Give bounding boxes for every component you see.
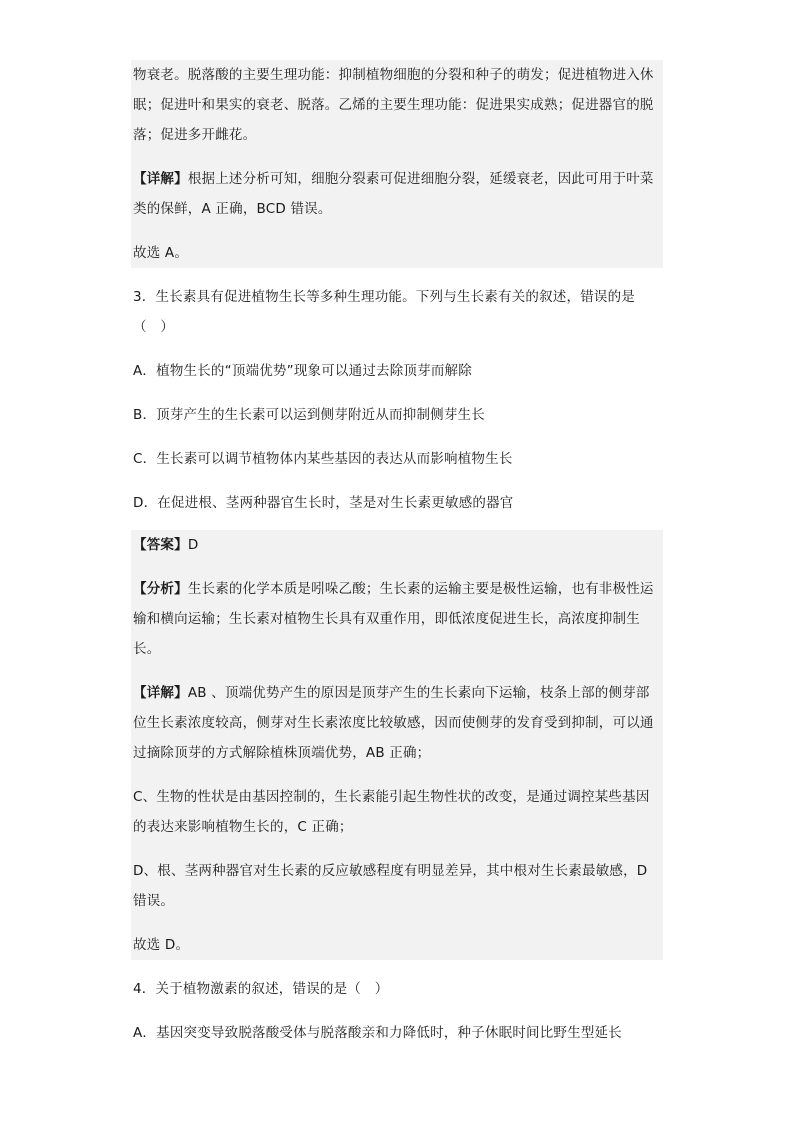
detail-tag: 【详解】: [133, 685, 188, 701]
prev-detail-text: 根据上述分析可知，细胞分裂素可促进细胞分裂，延缓衰老，因此可用于叶菜类的保鲜，A 正确，BCD 错误。: [133, 171, 654, 217]
detail-ab-text: AB 、顶端优势产生的原因是顶芽产生的生长素向下运输，枝条上部的侧芽部位生长素浓度较高，侧芽对生长素浓度比较敏感，因而使侧芽的发育受到抑制，可以通过摘除顶芽的方式解除植株顶端优势，AB 正确；: [133, 685, 654, 761]
question-3-option-c: C．生长素可以调节植物体内某些基因的表达从而影响植物生长: [133, 451, 513, 467]
analysis-tag: 【分析】: [133, 581, 188, 597]
prev-choose-paragraph: [131, 238, 663, 268]
document-page: [131, 60, 663, 1048]
question-4: [131, 974, 663, 1048]
question-4-option-a: A．基因突变导致脱落酸受体与脱落酸亲和力降低时，种子休眠时间比野生型延长: [133, 1025, 622, 1041]
answer-paragraph: [131, 530, 663, 560]
prev-analysis-text: 物衰老。脱落酸的主要生理功能：抑制植物细胞的分裂和种子的萌发；促进植物进入休眠；促进叶和果实的衰老、脱落。乙烯的主要生理功能：促进果实成熟；促进器官的脱落；促进多开雌花。: [133, 67, 654, 143]
answer-value: D: [187, 537, 199, 553]
answer-line: [133, 530, 661, 560]
detail-d-text: D、根、茎两种器官对生长素的反应敏感程度有明显差异，其中根对生长素最敏感，D 错误。: [133, 863, 648, 909]
question-3-option-d: D．在促进根、茎两种器官生长时，茎是对生长素更敏感的器官: [133, 495, 514, 511]
question-3: [131, 282, 663, 518]
prev-explanation-block: [131, 60, 663, 268]
question-3-option-b: B．顶芽产生的生长素可以运到侧芽附近从而抑制侧芽生长: [133, 407, 485, 423]
question-3-option-a: A．植物生长的“顶端优势”现象可以通过去除顶芽而解除: [133, 363, 472, 379]
prev-choose-text: 故选 A。: [133, 245, 189, 261]
prev-analysis-paragraph: [131, 60, 663, 150]
question-3-explanation-block: [131, 530, 663, 960]
analysis-paragraph: [131, 574, 663, 664]
detail-c-paragraph: [131, 782, 663, 842]
question-3-stem: 3．生长素具有促进植物生长等多种生理功能。下列与生长素有关的叙述，错误的是（ ）: [133, 289, 635, 335]
prev-detail: [133, 164, 661, 224]
detail-ab-paragraph: [131, 678, 663, 768]
question-4-stem: 4．关于植物激素的叙述，错误的是（ ）: [133, 981, 389, 997]
detail-c-text: C、生物的性状是由基因控制的，生长素能引起生物性状的改变，是通过调控某些基因的表达来影响植物生长的，C 正确；: [133, 789, 650, 835]
detail-ab-line: [133, 678, 661, 768]
choose-text: 故选 D。: [133, 937, 190, 953]
detail-d-paragraph: [131, 856, 663, 916]
choose-paragraph: [131, 930, 663, 960]
analysis-line: [133, 574, 661, 664]
prev-detail-paragraph: [131, 164, 663, 224]
answer-tag: 【答案】: [133, 537, 188, 553]
analysis-text: 生长素的化学本质是吲哚乙酸；生长素的运输主要是极性运输，也有非极性运输和横向运输；生长素对植物生长具有双重作用，即低浓度促进生长，高浓度抑制生长。: [133, 581, 654, 657]
detail-tag: 【详解】: [133, 171, 188, 187]
